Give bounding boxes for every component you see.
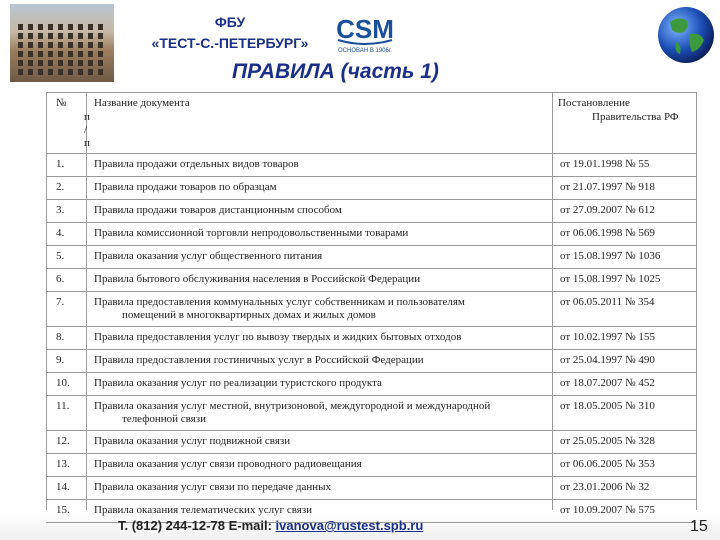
building-window <box>58 51 63 57</box>
table-row <box>46 476 696 500</box>
building-window <box>38 33 43 39</box>
building-window <box>28 42 33 48</box>
table-row <box>46 268 696 292</box>
table-border-right <box>696 92 697 510</box>
table-row <box>46 349 696 373</box>
footer-contacts <box>118 518 423 533</box>
row-document-line: Правила оказания услуг местной, внутризоновой, междугородной и международной <box>94 400 491 412</box>
building-window <box>68 42 73 48</box>
building-window <box>98 69 103 75</box>
row-number: 6. <box>56 273 65 285</box>
table-row <box>46 326 696 350</box>
building-window <box>88 51 93 57</box>
building-window <box>68 24 73 30</box>
building-window <box>88 33 93 39</box>
row-decree: от 06.06.1998 № 569 <box>560 227 655 239</box>
row-document: Правила продажи товаров по образцам <box>94 181 277 193</box>
building-window <box>68 69 73 75</box>
svg-text:CSM: CSM <box>336 14 394 44</box>
table-row <box>46 199 696 223</box>
row-number: 5. <box>56 250 65 262</box>
building-window <box>38 24 43 30</box>
building-window <box>28 33 33 39</box>
row-decree: от 18.05.2005 № 310 <box>560 400 655 412</box>
row-document: Правила оказания услуг связи проводного радиовещания <box>94 458 362 470</box>
header-num-fragment: / <box>84 124 88 136</box>
building-window <box>78 42 83 48</box>
building-window <box>78 51 83 57</box>
table-row <box>46 395 696 431</box>
row-document: Правила бытового обслуживания населения в Российской Федерации <box>94 273 421 285</box>
building-window <box>48 51 53 57</box>
row-number: 9. <box>56 354 65 366</box>
table-header <box>46 92 696 155</box>
row-document: Правила оказания услуг общественного питания <box>94 250 323 262</box>
building-photo <box>10 4 114 82</box>
row-decree: от 15.08.1997 № 1025 <box>560 273 661 285</box>
building-window <box>48 60 53 66</box>
row-document: Правила предоставления услуг по вывозу твердых и жидких бытовых отходов <box>94 331 462 343</box>
building-window <box>28 24 33 30</box>
building-window <box>88 42 93 48</box>
row-number: 1. <box>56 158 65 170</box>
rules-table <box>46 154 696 523</box>
building-window <box>78 60 83 66</box>
building-window <box>18 69 23 75</box>
row-decree: от 19.01.1998 № 55 <box>560 158 650 170</box>
footer-phone: Т. (812) 244-12-78 <box>118 518 225 533</box>
row-document: Правила оказания услуг по реализации туристского продукта <box>94 377 382 389</box>
row-decree: от 25.05.2005 № 328 <box>560 435 655 447</box>
row-number: 8. <box>56 331 65 343</box>
building-window <box>58 24 63 30</box>
row-decree: от 21.07.1997 № 918 <box>560 181 655 193</box>
header-law-line2: Правительства РФ <box>592 111 679 123</box>
building-window <box>38 51 43 57</box>
header-law-line1: Постановление <box>558 97 630 109</box>
building-window <box>58 33 63 39</box>
row-document: Правила оказания услуг связи по передаче данных <box>94 481 331 493</box>
row-number: 14. <box>56 481 70 493</box>
building-window <box>18 51 23 57</box>
table-row <box>46 176 696 200</box>
row-decree: от 06.06.2005 № 353 <box>560 458 655 470</box>
footer-email-link[interactable]: ivanova@rustest.spb.ru <box>275 518 424 533</box>
row-decree: от 10.02.1997 № 155 <box>560 331 655 343</box>
row-number: 4. <box>56 227 65 239</box>
building-window <box>78 24 83 30</box>
row-number: 7. <box>56 296 65 308</box>
row-number: 10. <box>56 377 70 389</box>
table-row <box>46 430 696 454</box>
building-window <box>98 42 103 48</box>
building-window <box>48 69 53 75</box>
building-window <box>28 60 33 66</box>
building-window <box>48 42 53 48</box>
globe-icon <box>656 4 716 66</box>
csm-logo <box>330 10 400 54</box>
table-row <box>46 291 696 327</box>
logo-caption: ОСНОВАН В 1906г. <box>338 48 392 54</box>
row-document: Правила предоставления гостиничных услуг в Российской Федерации <box>94 354 424 366</box>
header-num-fragment: п <box>84 137 90 149</box>
row-decree: от 25.04.1997 № 490 <box>560 354 655 366</box>
row-number: 3. <box>56 204 65 216</box>
row-decree: от 23.01.2006 № 32 <box>560 481 650 493</box>
row-document: Правила продажи отдельных видов товаров <box>94 158 299 170</box>
row-document: Правила оказания услуг подвижной связи <box>94 435 291 447</box>
row-number: 11. <box>56 400 70 412</box>
building-window <box>78 69 83 75</box>
row-decree: от 10.09.2007 № 575 <box>560 504 655 516</box>
header-num: № <box>56 97 67 109</box>
building-window <box>98 33 103 39</box>
building-window <box>58 60 63 66</box>
building-window <box>98 60 103 66</box>
table-row <box>46 372 696 396</box>
table-row <box>46 222 696 246</box>
building-window <box>18 60 23 66</box>
row-document: Правила комиссионной торговли непродовольственными товарами <box>94 227 409 239</box>
building-window <box>98 24 103 30</box>
building-window <box>88 24 93 30</box>
row-number: 12. <box>56 435 70 447</box>
building-window <box>38 69 43 75</box>
row-document: Правила оказания телематических услуг связи <box>94 504 313 516</box>
building-window <box>18 24 23 30</box>
row-number: 15. <box>56 504 70 516</box>
building-window <box>88 69 93 75</box>
building-window <box>28 51 33 57</box>
header-doc: Название документа <box>94 97 190 109</box>
row-document: Правила продажи товаров дистанционным способом <box>94 204 342 216</box>
building-window <box>18 33 23 39</box>
row-document-line: Правила предоставления коммунальных услуг собственникам и пользователям <box>94 296 465 308</box>
building-window <box>68 60 73 66</box>
footer-email-label: E-mail: <box>228 518 272 533</box>
table-row <box>46 153 696 177</box>
building-window <box>48 24 53 30</box>
building-window <box>58 69 63 75</box>
row-decree: от 18.07.2007 № 452 <box>560 377 655 389</box>
table-row <box>46 245 696 269</box>
building-window <box>48 33 53 39</box>
building-window <box>38 42 43 48</box>
row-document-line: помещений в многоквартирных домах и жилых домов <box>122 309 376 321</box>
row-document-line: телефонной связи <box>122 413 206 425</box>
row-number: 13. <box>56 458 70 470</box>
building-window <box>78 33 83 39</box>
table-row <box>46 453 696 477</box>
page-number: 15 <box>690 518 708 535</box>
building-window <box>38 60 43 66</box>
page-title: ПРАВИЛА (часть 1) <box>232 60 439 83</box>
row-document <box>94 296 544 322</box>
org-name-line1: ФБУ <box>214 14 246 30</box>
building-window <box>68 51 73 57</box>
building-window <box>98 51 103 57</box>
row-document <box>94 400 544 426</box>
building-window <box>28 69 33 75</box>
row-decree: от 15.08.1997 № 1036 <box>560 250 661 262</box>
building-window <box>18 42 23 48</box>
building-window <box>58 42 63 48</box>
row-number: 2. <box>56 181 65 193</box>
row-decree: от 06.05.2011 № 354 <box>560 296 655 308</box>
org-name-line2: «ТЕСТ-С.-ПЕТЕРБУРГ» <box>151 35 309 51</box>
row-decree: от 27.09.2007 № 612 <box>560 204 655 216</box>
building-window <box>68 33 73 39</box>
building-window <box>88 60 93 66</box>
header-num-fragment: п <box>84 111 90 123</box>
